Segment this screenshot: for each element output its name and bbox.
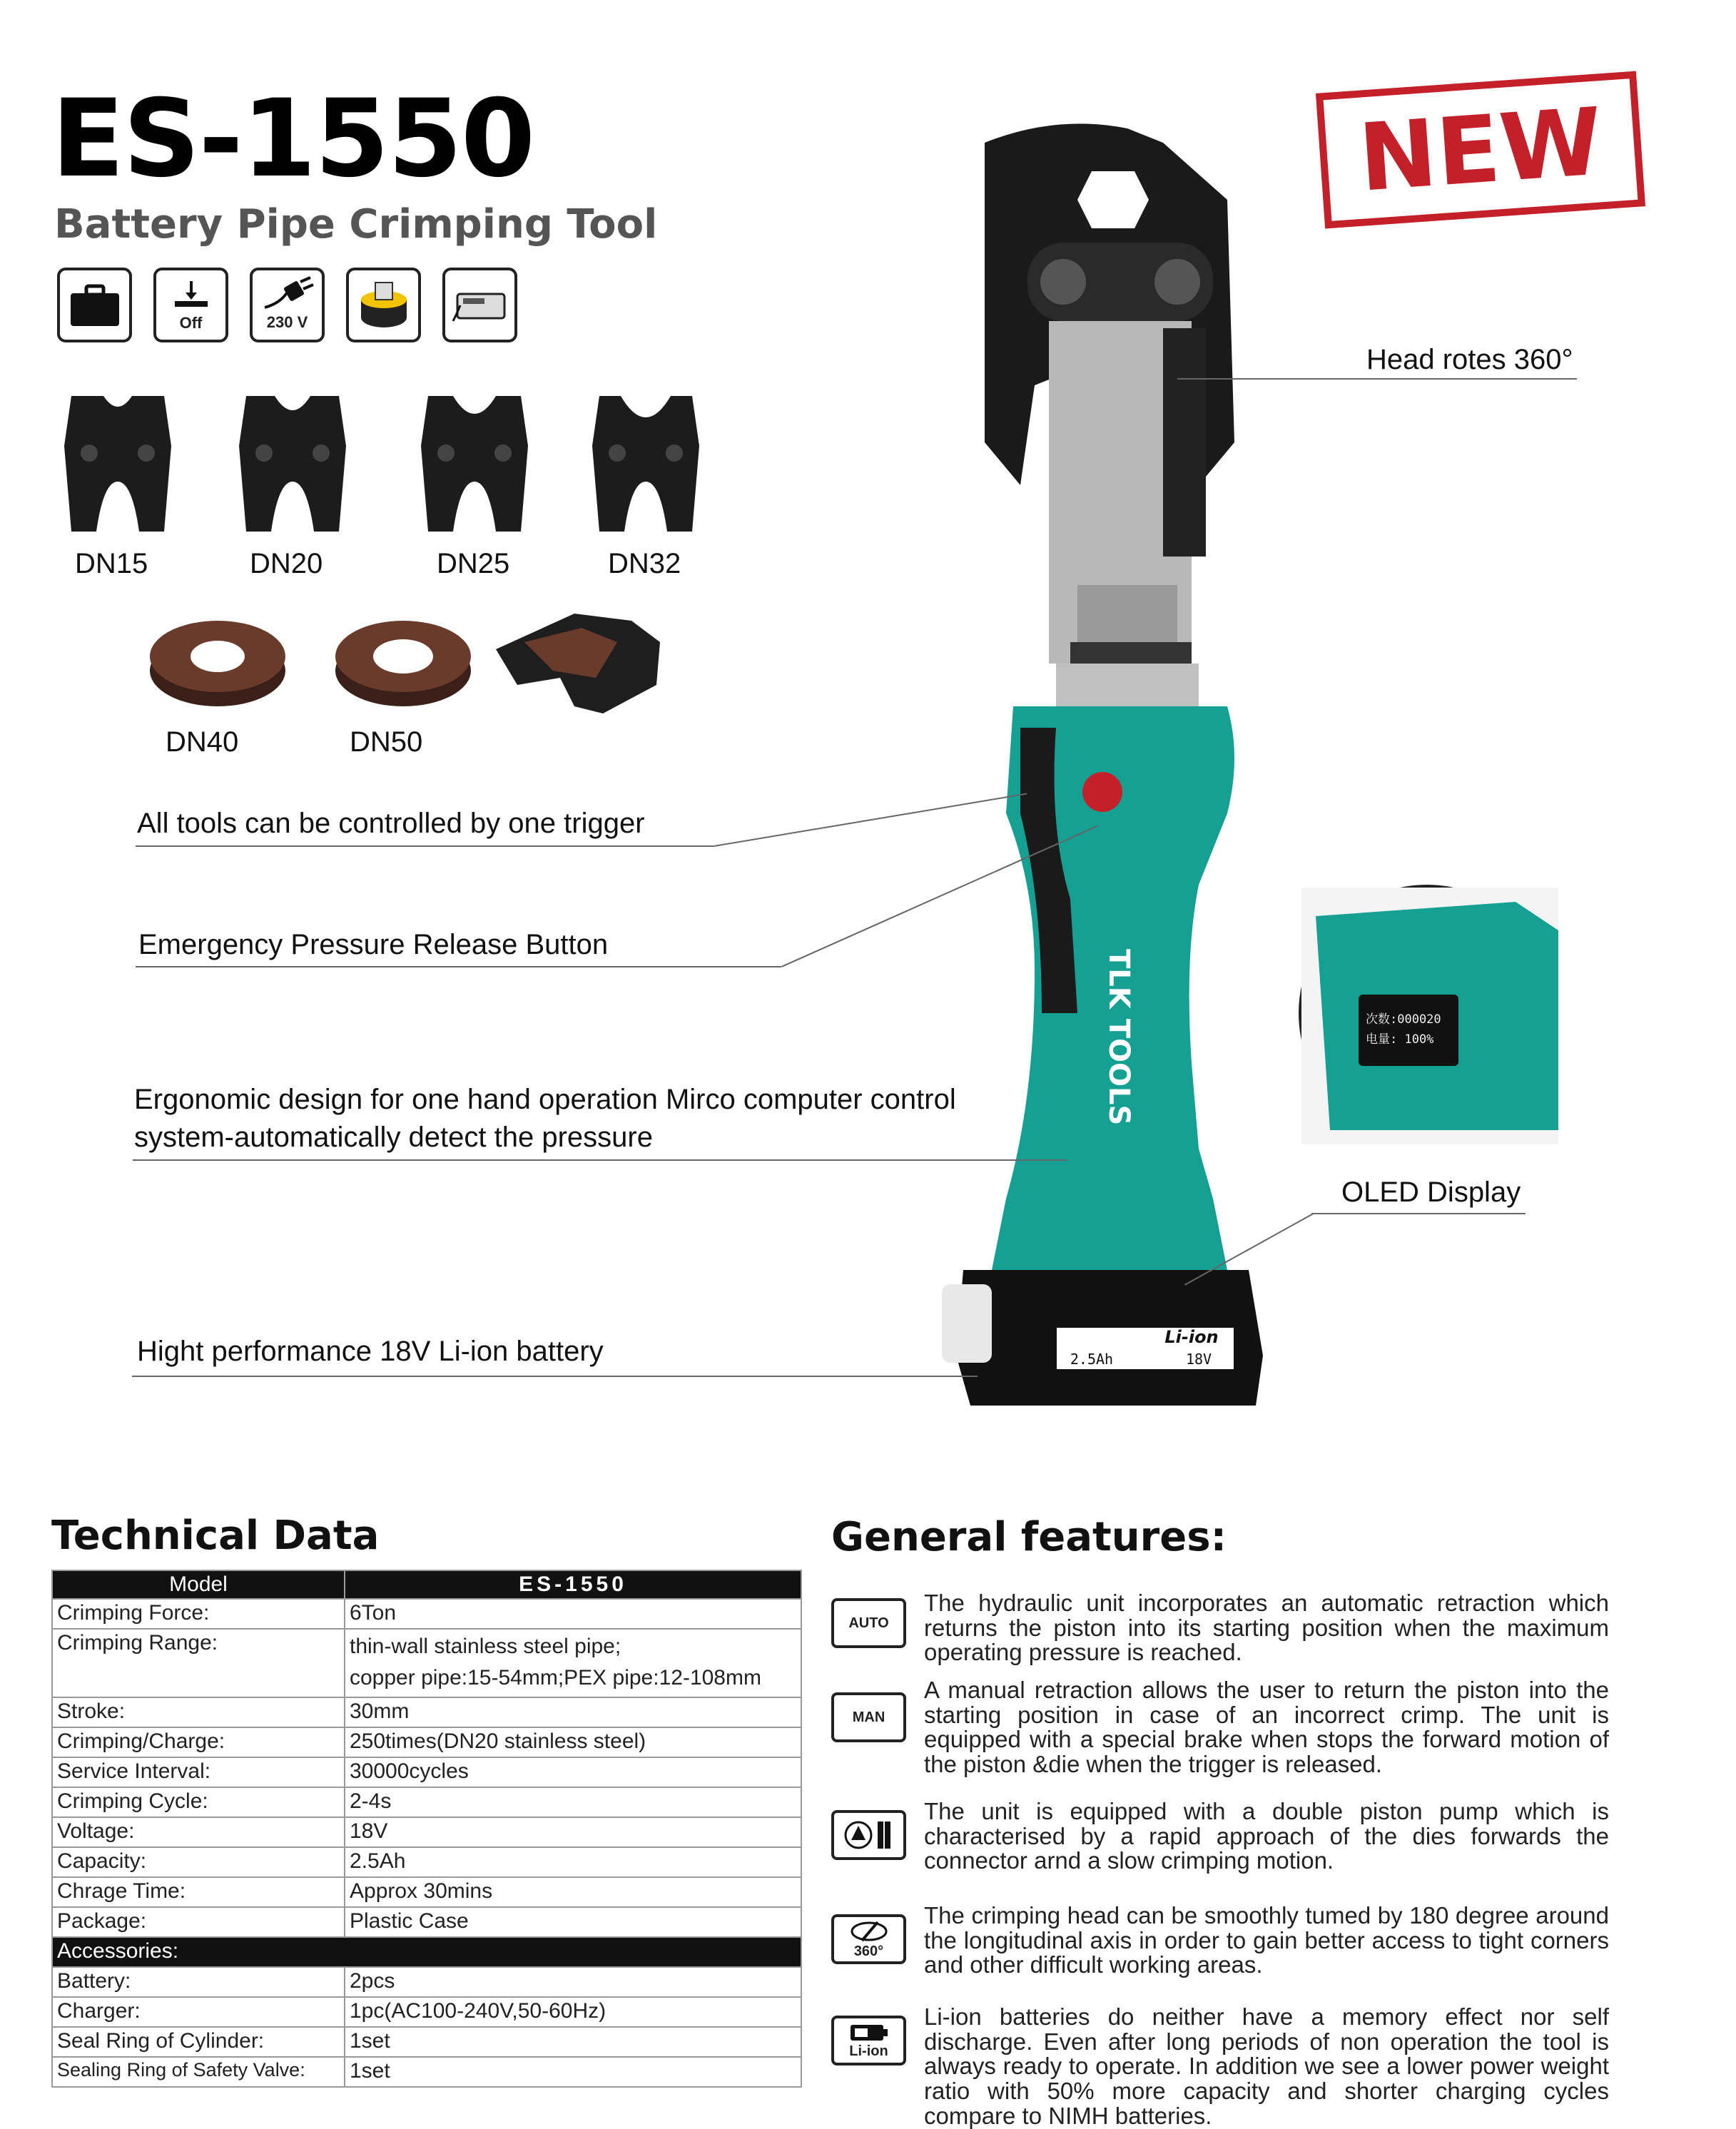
battery-volt-text: 18V: [1185, 1351, 1212, 1368]
new-stamp-icon: [1316, 71, 1645, 228]
spec-key: Stroke:: [52, 1697, 345, 1727]
crimping-tool-illustration: [928, 114, 1327, 1420]
product-subtitle: Battery Pipe Crimping Tool: [54, 201, 658, 248]
die-label-dn25: DN25: [437, 548, 510, 579]
adapter-jaw-icon: [489, 599, 667, 721]
battery-type-text: Li-ion: [1164, 1327, 1219, 1347]
auto-off-icon: [153, 268, 228, 342]
die-dn20-icon: [232, 389, 353, 542]
spec-key: Voltage:: [52, 1817, 345, 1847]
accessories-header-row: [52, 1937, 801, 1967]
auto-off-label: Off: [179, 313, 203, 332]
rotate-360-icon: [831, 1914, 906, 1964]
spec-key: Crimping Cycle:: [52, 1787, 345, 1817]
callout-trigger: All tools can be controlled by one trigger: [137, 808, 645, 839]
accessory-key: Seal Ring of Cylinder:: [52, 2027, 345, 2057]
spec-value-range: [345, 1629, 801, 1697]
feature-text: The crimping head can be smoothly tumed by 180 degree around the longitudinal axis in order to gain better access to tight corners and other difficult working areas.: [924, 1902, 1609, 1978]
die-label-dn20: DN20: [250, 548, 323, 579]
ring-dn50-icon: [332, 610, 474, 710]
spec-key: Crimping Force:: [52, 1599, 345, 1629]
callout-battery: Hight performance 18V Li-ion battery: [137, 1336, 604, 1367]
die-dn25-icon: [414, 389, 535, 542]
li-ion-icon-label: Li-ion: [849, 2043, 888, 2059]
new-stamp-text: NEW: [1355, 87, 1606, 213]
spec-value: 6Ton: [345, 1599, 801, 1629]
table-row: [52, 1697, 801, 1727]
table-row: [52, 1907, 801, 1937]
case-icon: [57, 268, 132, 342]
battery-ah-text: 2.5Ah: [1070, 1351, 1114, 1368]
spec-value: thin-wall stainless steel pipe;: [350, 1635, 621, 1658]
feature-li-ion: [831, 2003, 1616, 2129]
plug-voltage-label: 230 V: [266, 313, 308, 331]
leader-line-trigger: [136, 845, 714, 847]
product-model: ES-1550: [51, 77, 534, 201]
callout-ergonomic-line-1: Ergonomic design for one hand operation Mirco computer control: [134, 1084, 956, 1115]
auto-icon: [831, 1598, 906, 1648]
plug-icon: [250, 268, 325, 342]
double-piston-icon: [831, 1810, 906, 1860]
table-row: [52, 1997, 801, 2027]
die-dn32-icon: [585, 389, 706, 542]
leader-line-ergonomic: [133, 1159, 1067, 1161]
table-row: [52, 1967, 801, 1997]
feature-icon-row: [57, 268, 517, 342]
general-features-title: General features:: [831, 1514, 1227, 1560]
charger-icon: [442, 268, 517, 342]
feature-text: The unit is equipped with a double piston pump which is characterised by a rapid approach of the dies forwards the connector arnd a slow crimping motion.: [924, 1798, 1609, 1874]
auto-icon-label: AUTO: [848, 1615, 889, 1631]
callout-oled: OLED Display: [1341, 1177, 1521, 1208]
accessory-key: Sealing Ring of Safety Valve:: [52, 2057, 345, 2087]
spec-value: 2-4s: [345, 1787, 801, 1817]
spec-key: Capacity:: [52, 1847, 345, 1877]
table-header-key: Model: [52, 1570, 345, 1599]
table-header-row: [52, 1570, 801, 1599]
battery-icon: [346, 268, 421, 342]
rotate-icon-label: 360°: [853, 1943, 884, 1959]
die-label-dn15: DN15: [75, 548, 148, 579]
table-row: [52, 1877, 801, 1907]
feature-rotating-head: [831, 1904, 1616, 1989]
leader-line-emergency: [136, 966, 781, 967]
technical-data-table: [51, 1570, 802, 2088]
spec-key: Chrage Time:: [52, 1877, 345, 1907]
table-row: [52, 1787, 801, 1817]
spec-value: Approx 30mins: [345, 1877, 801, 1907]
accessory-value: 1set: [345, 2027, 801, 2057]
die-dn15-icon: [57, 389, 178, 542]
accessory-key: Charger:: [52, 1997, 345, 2027]
oled-detail-circle: [1299, 885, 1555, 1142]
leader-line-oled: [1311, 1213, 1526, 1214]
li-ion-battery-icon: [831, 2016, 906, 2066]
spec-value: 30000cycles: [345, 1757, 801, 1787]
ring-label-dn40: DN40: [166, 726, 239, 758]
table-row: [52, 1847, 801, 1877]
feature-double-piston: [831, 1799, 1616, 1885]
manual-icon: [831, 1692, 906, 1742]
table-row: [52, 1727, 801, 1757]
technical-data-title: Technical Data: [51, 1513, 380, 1559]
table-row: [52, 1629, 801, 1697]
ring-label-dn50: DN50: [350, 726, 423, 758]
accessory-key: Battery:: [52, 1967, 345, 1997]
spec-key: Crimping/Charge:: [52, 1727, 345, 1757]
accessory-value: 1set: [345, 2057, 801, 2087]
feature-text: Li-ion batteries do neither have a memory effect nor self discharge. Even after long periods of non operation the tool is always ready to operate. In addition we see a lower power weight ratio with 50% more capacity and shorter charging cycles compare to NIMH batteries.: [924, 2003, 1609, 2129]
table-row: [52, 1757, 801, 1787]
ring-dn40-icon: [146, 610, 289, 710]
spec-key: Package:: [52, 1907, 345, 1937]
leader-line-battery: [132, 1376, 978, 1377]
oled-line-2: 电量: 100%: [1366, 1032, 1434, 1047]
feature-text: The hydraulic unit incorporates an automatic retraction which returns the piston into its starting position when the maximum operating pressure is reached.: [924, 1590, 1609, 1666]
tool-brand-text: TLK TOOLS: [1102, 949, 1135, 1126]
spec-value: 18V: [345, 1817, 801, 1847]
spec-value: 250times(DN20 stainless steel): [345, 1727, 801, 1757]
feature-text: A manual retraction allows the user to return the piston into the starting position in case of an incorrect crimp. The unit is equipped with a special brake when stops the forward motion of the piston &die when the trigger is released.: [924, 1677, 1609, 1777]
spec-value: 2.5Ah: [345, 1847, 801, 1877]
table-row: [52, 1817, 801, 1847]
table-row: [52, 2027, 801, 2057]
spec-value: Plastic Case: [345, 1907, 801, 1937]
manual-icon-label: MAN: [852, 1709, 885, 1725]
die-label-dn32: DN32: [608, 548, 681, 579]
callout-ergonomic-line-2: system-automatically detect the pressure: [134, 1122, 653, 1153]
spec-value-line-2: copper pipe:15-54mm;PEX pipe:12-108mm: [350, 1666, 761, 1690]
feature-auto-retraction: [831, 1591, 1616, 1691]
callout-head-rotation: Head rotes 360°: [1366, 344, 1573, 375]
spec-value: 30mm: [345, 1697, 801, 1727]
accessory-value: 2pcs: [345, 1967, 801, 1997]
oled-line-1: 次数:000020: [1366, 1012, 1441, 1027]
table-row: [52, 1599, 801, 1629]
callout-emergency: Emergency Pressure Release Button: [138, 929, 609, 960]
accessory-value: 1pc(AC100-240V,50-60Hz): [345, 1997, 801, 2027]
leader-line-head: [1177, 378, 1577, 380]
table-row: [52, 2057, 801, 2087]
table-header-value: ES-1550: [345, 1570, 801, 1599]
accessories-label: Accessories:: [52, 1937, 801, 1967]
spec-key: Crimping Range:: [52, 1629, 345, 1697]
feature-manual-retraction: [831, 1678, 1616, 1792]
spec-key: Service Interval:: [52, 1757, 345, 1787]
